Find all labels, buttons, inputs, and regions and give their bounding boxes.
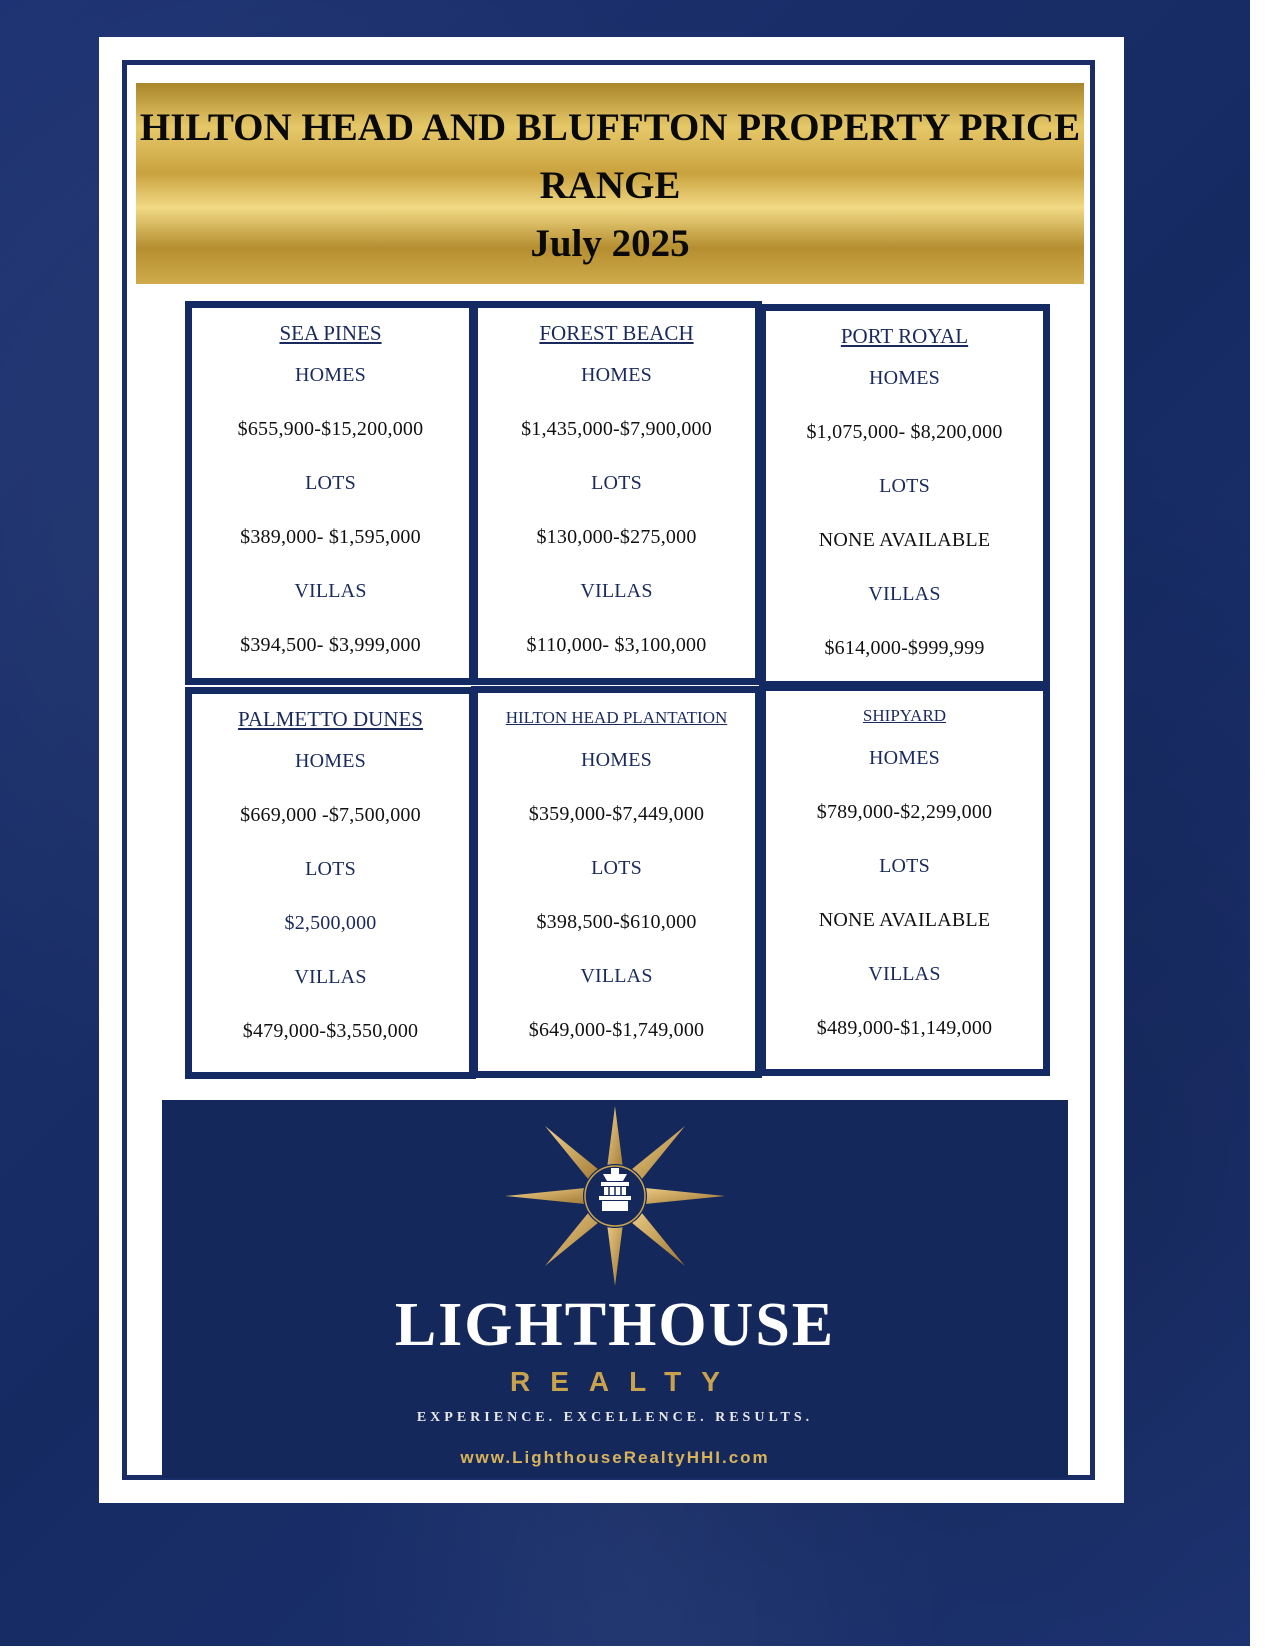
lots-label: LOTS [879,475,930,497]
homes-label: HOMES [294,750,366,772]
logo-panel [162,1100,1068,1478]
villas-price: $649,000-$1,749,000 [528,1019,705,1041]
villas-price: $489,000-$1,149,000 [816,1017,993,1039]
homes-label: HOMES [580,364,652,386]
community-card-shipyard [759,684,1050,1076]
title-line-3: July 2025 [530,221,690,265]
lots-price: NONE AVAILABLE [818,909,991,931]
title-line-2: RANGE [539,163,681,207]
community-card-forest-beach [471,301,762,685]
lots-price: $398,500-$610,000 [536,911,697,933]
brand-subtitle: REALTY [510,1366,740,1397]
page-edge-right [1250,0,1275,1650]
page-edge-bottom [0,1646,1275,1650]
community-card-sea-pines [185,301,476,685]
community-card-palmetto-dunes [185,687,476,1079]
community-name: FOREST BEACH [539,321,694,345]
community-card-port-royal [759,304,1050,688]
villas-label: VILLAS [294,966,367,988]
homes-label: HOMES [868,747,940,769]
homes-price: $789,000-$2,299,000 [816,801,993,823]
lots-label: LOTS [879,855,930,877]
lots-price: $130,000-$275,000 [536,526,697,548]
lots-price: $2,500,000 [284,912,377,934]
website-link[interactable]: www.LighthouseRealtyHHI.com [460,1448,770,1467]
villas-price: $394,500- $3,999,000 [240,634,421,656]
homes-price: $1,435,000-$7,900,000 [521,418,712,440]
homes-label: HOMES [868,367,940,389]
homes-label: HOMES [580,749,652,771]
homes-price: $655,900-$15,200,000 [237,418,424,440]
lots-label: LOTS [591,472,642,494]
villas-label: VILLAS [294,580,367,602]
villas-label: VILLAS [580,965,653,987]
villas-price: $614,000-$999,999 [824,637,985,659]
community-name: PORT ROYAL [840,324,969,348]
lots-label: LOTS [305,858,356,880]
price-grid [185,301,1080,1081]
villas-price: $479,000-$3,550,000 [242,1020,419,1042]
villas-label: VILLAS [580,580,653,602]
brand-name: LIGHTHOUSE [394,1291,836,1359]
community-card-hilton-head-plantation [471,686,762,1078]
homes-price: $669,000 -$7,500,000 [240,804,421,826]
community-name: HILTON HEAD PLANTATION [505,708,728,727]
lots-label: LOTS [591,857,642,879]
lots-price: NONE AVAILABLE [818,529,991,551]
community-name: SEA PINES [279,321,382,345]
lots-price: $389,000- $1,595,000 [240,526,421,548]
community-name: SHIPYARD [862,706,947,725]
lots-label: LOTS [305,472,356,494]
homes-price: $1,075,000- $8,200,000 [806,421,1003,443]
villas-label: VILLAS [868,583,941,605]
villas-price: $110,000- $3,100,000 [526,634,707,656]
villas-label: VILLAS [868,963,941,985]
tagline: EXPERIENCE. EXCELLENCE. RESULTS. [416,1410,814,1425]
title-line-1: HILTON HEAD AND BLUFFTON PROPERTY PRICE [139,105,1081,149]
community-name: PALMETTO DUNES [238,707,423,731]
homes-price: $359,000-$7,449,000 [528,803,705,825]
homes-label: HOMES [294,364,366,386]
title-banner [136,83,1084,284]
lighthouse-compass-icon [500,1106,730,1286]
